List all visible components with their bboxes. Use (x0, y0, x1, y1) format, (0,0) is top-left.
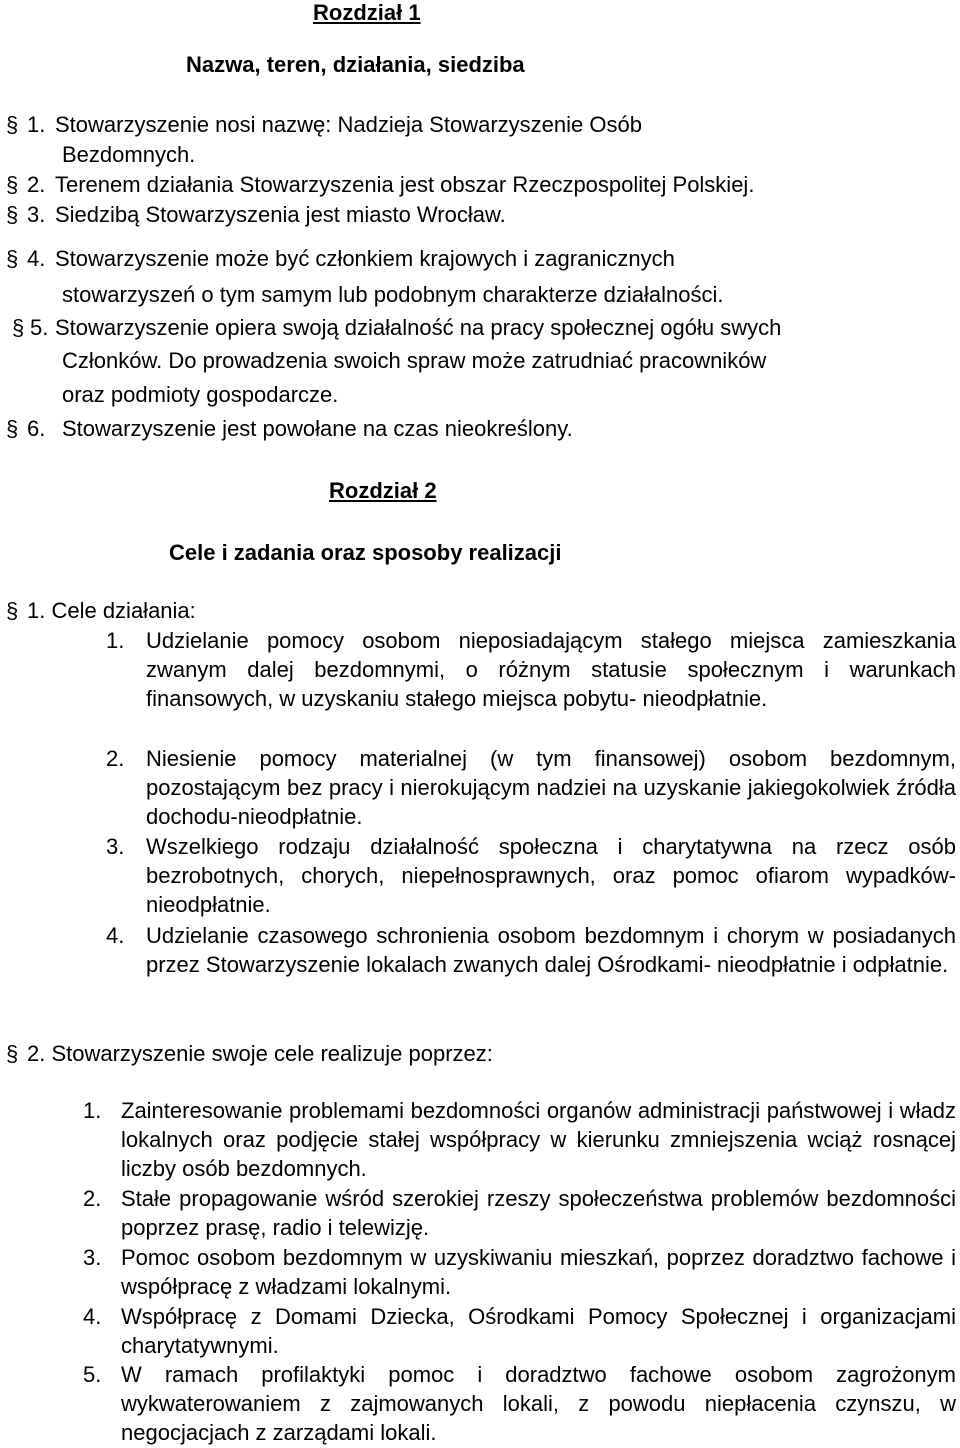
method-item: Stałe propagowanie wśród szerokiej rzeszy społeczeństwa problemów bezdomności poprzez prasę, radio i telewizję. (121, 1186, 956, 1240)
item-number: 4. (106, 923, 125, 948)
section-heading: 2. Stowarzyszenie swoje cele realizuje poprzez: (27, 1041, 493, 1066)
goal-item: Niesienie pomocy materialnej (w tym finansowej) osobom bezdomnym, pozostającym bez pracy i nierokującym nadziei na uzyskanie jakiegokolwiek źródła dochodu-nieodpłatnie. (146, 746, 956, 829)
item-line: Stowarzyszenie nosi nazwę: Nadzieja Stowarzyszenie Osób (55, 112, 642, 137)
section-mark: § (6, 598, 19, 623)
item-number: 4. (83, 1304, 102, 1329)
item-number: 6. (27, 416, 46, 441)
item-number: 3. (27, 202, 46, 227)
section-mark: § (6, 172, 19, 197)
item-line: Bezdomnych. (62, 142, 196, 167)
chapter-2-label: Rozdział 2 (329, 478, 437, 503)
item-line: Siedzibą Stowarzyszenia jest miasto Wrocław. (55, 202, 506, 227)
item-line: Terenem działania Stowarzyszenia jest obszar Rzeczpospolitej Polskiej. (55, 172, 755, 197)
section-mark: § (6, 416, 19, 441)
chapter-1-title: Nazwa, teren, działania, siedziba (186, 52, 525, 77)
method-item: Zainteresowanie problemami bezdomności organów administracji państwowej i władz lokalnych oraz podjęcie stałej współpracy w kierunku zmniejszenia wciąż rosnącej liczby osób bezdomnych. (121, 1098, 956, 1181)
item-number: 1. (83, 1098, 102, 1123)
section-heading: 1. Cele działania: (27, 598, 196, 623)
item-line: Członków. Do prowadzenia swoich spraw może zatrudniać pracowników (62, 348, 767, 373)
method-item: Pomoc osobom bezdomnym w uzyskiwaniu mieszkań, poprzez doradztwo fachowe i współpracę z władzami lokalnymi. (121, 1245, 956, 1299)
section-mark: § (6, 1041, 19, 1066)
chapter-2-title: Cele i zadania oraz sposoby realizacji (169, 540, 562, 565)
item-number: 3. (83, 1245, 102, 1270)
item-number: 2. (83, 1186, 102, 1211)
item-line: Stowarzyszenie może być członkiem krajowych i zagranicznych (55, 246, 675, 271)
section-mark: § (12, 315, 25, 340)
method-item: W ramach profilaktyki pomoc i doradztwo fachowe osobom zagrożonym wykwaterowaniem z zajmowanych lokali, z powodu niepłacenia czynszu, w negocjacjach z zarządami lokali. (121, 1362, 956, 1445)
item-number: 1. (27, 112, 46, 137)
item-line: stowarzyszeń o tym samym lub podobnym charakterze działalności. (62, 282, 724, 307)
item-number: 5. (83, 1362, 102, 1387)
method-item: Współpracę z Domami Dziecka, Ośrodkami Pomocy Społecznej i organizacjami charytatywnymi. (121, 1304, 956, 1358)
item-number: 2. (106, 746, 125, 771)
item-number: 2. (27, 172, 46, 197)
item-number: 1. (106, 628, 125, 653)
goal-item: Udzielanie czasowego schronienia osobom bezdomnym i chorym w posiadanych przez Stowarzyszenie lokalach zwanych dalej Ośrodkami- nieodpłatnie i odpłatnie. (146, 923, 956, 977)
item-number: 3. (106, 834, 125, 859)
section-mark: § (6, 246, 19, 271)
section-mark: § (6, 202, 19, 227)
item-line: oraz podmioty gospodarcze. (62, 382, 339, 407)
section-mark: § (6, 112, 19, 137)
item-line: Stowarzyszenie jest powołane na czas nieokreślony. (62, 416, 573, 441)
chapter-1-label: Rozdział 1 (313, 0, 421, 25)
goal-item: Udzielanie pomocy osobom nieposiadającym stałego miejsca zamieszkania zwanym dalej bezdomnymi, o różnym statusie społecznym i warunkach finansowych, w uzyskaniu stałego miejsca pobytu- nieodpłatnie. (146, 628, 956, 711)
goal-item: Wszelkiego rodzaju działalność społeczna i charytatywna na rzecz osób bezrobotnych, chorych, niepełnosprawnych, oraz pomoc ofiarom wypadków- nieodpłatnie. (146, 834, 956, 917)
item-number: 5. (30, 315, 49, 340)
item-line: Stowarzyszenie opiera swoją działalność na pracy społecznej ogółu swych (55, 315, 782, 340)
item-number: 4. (27, 246, 46, 271)
